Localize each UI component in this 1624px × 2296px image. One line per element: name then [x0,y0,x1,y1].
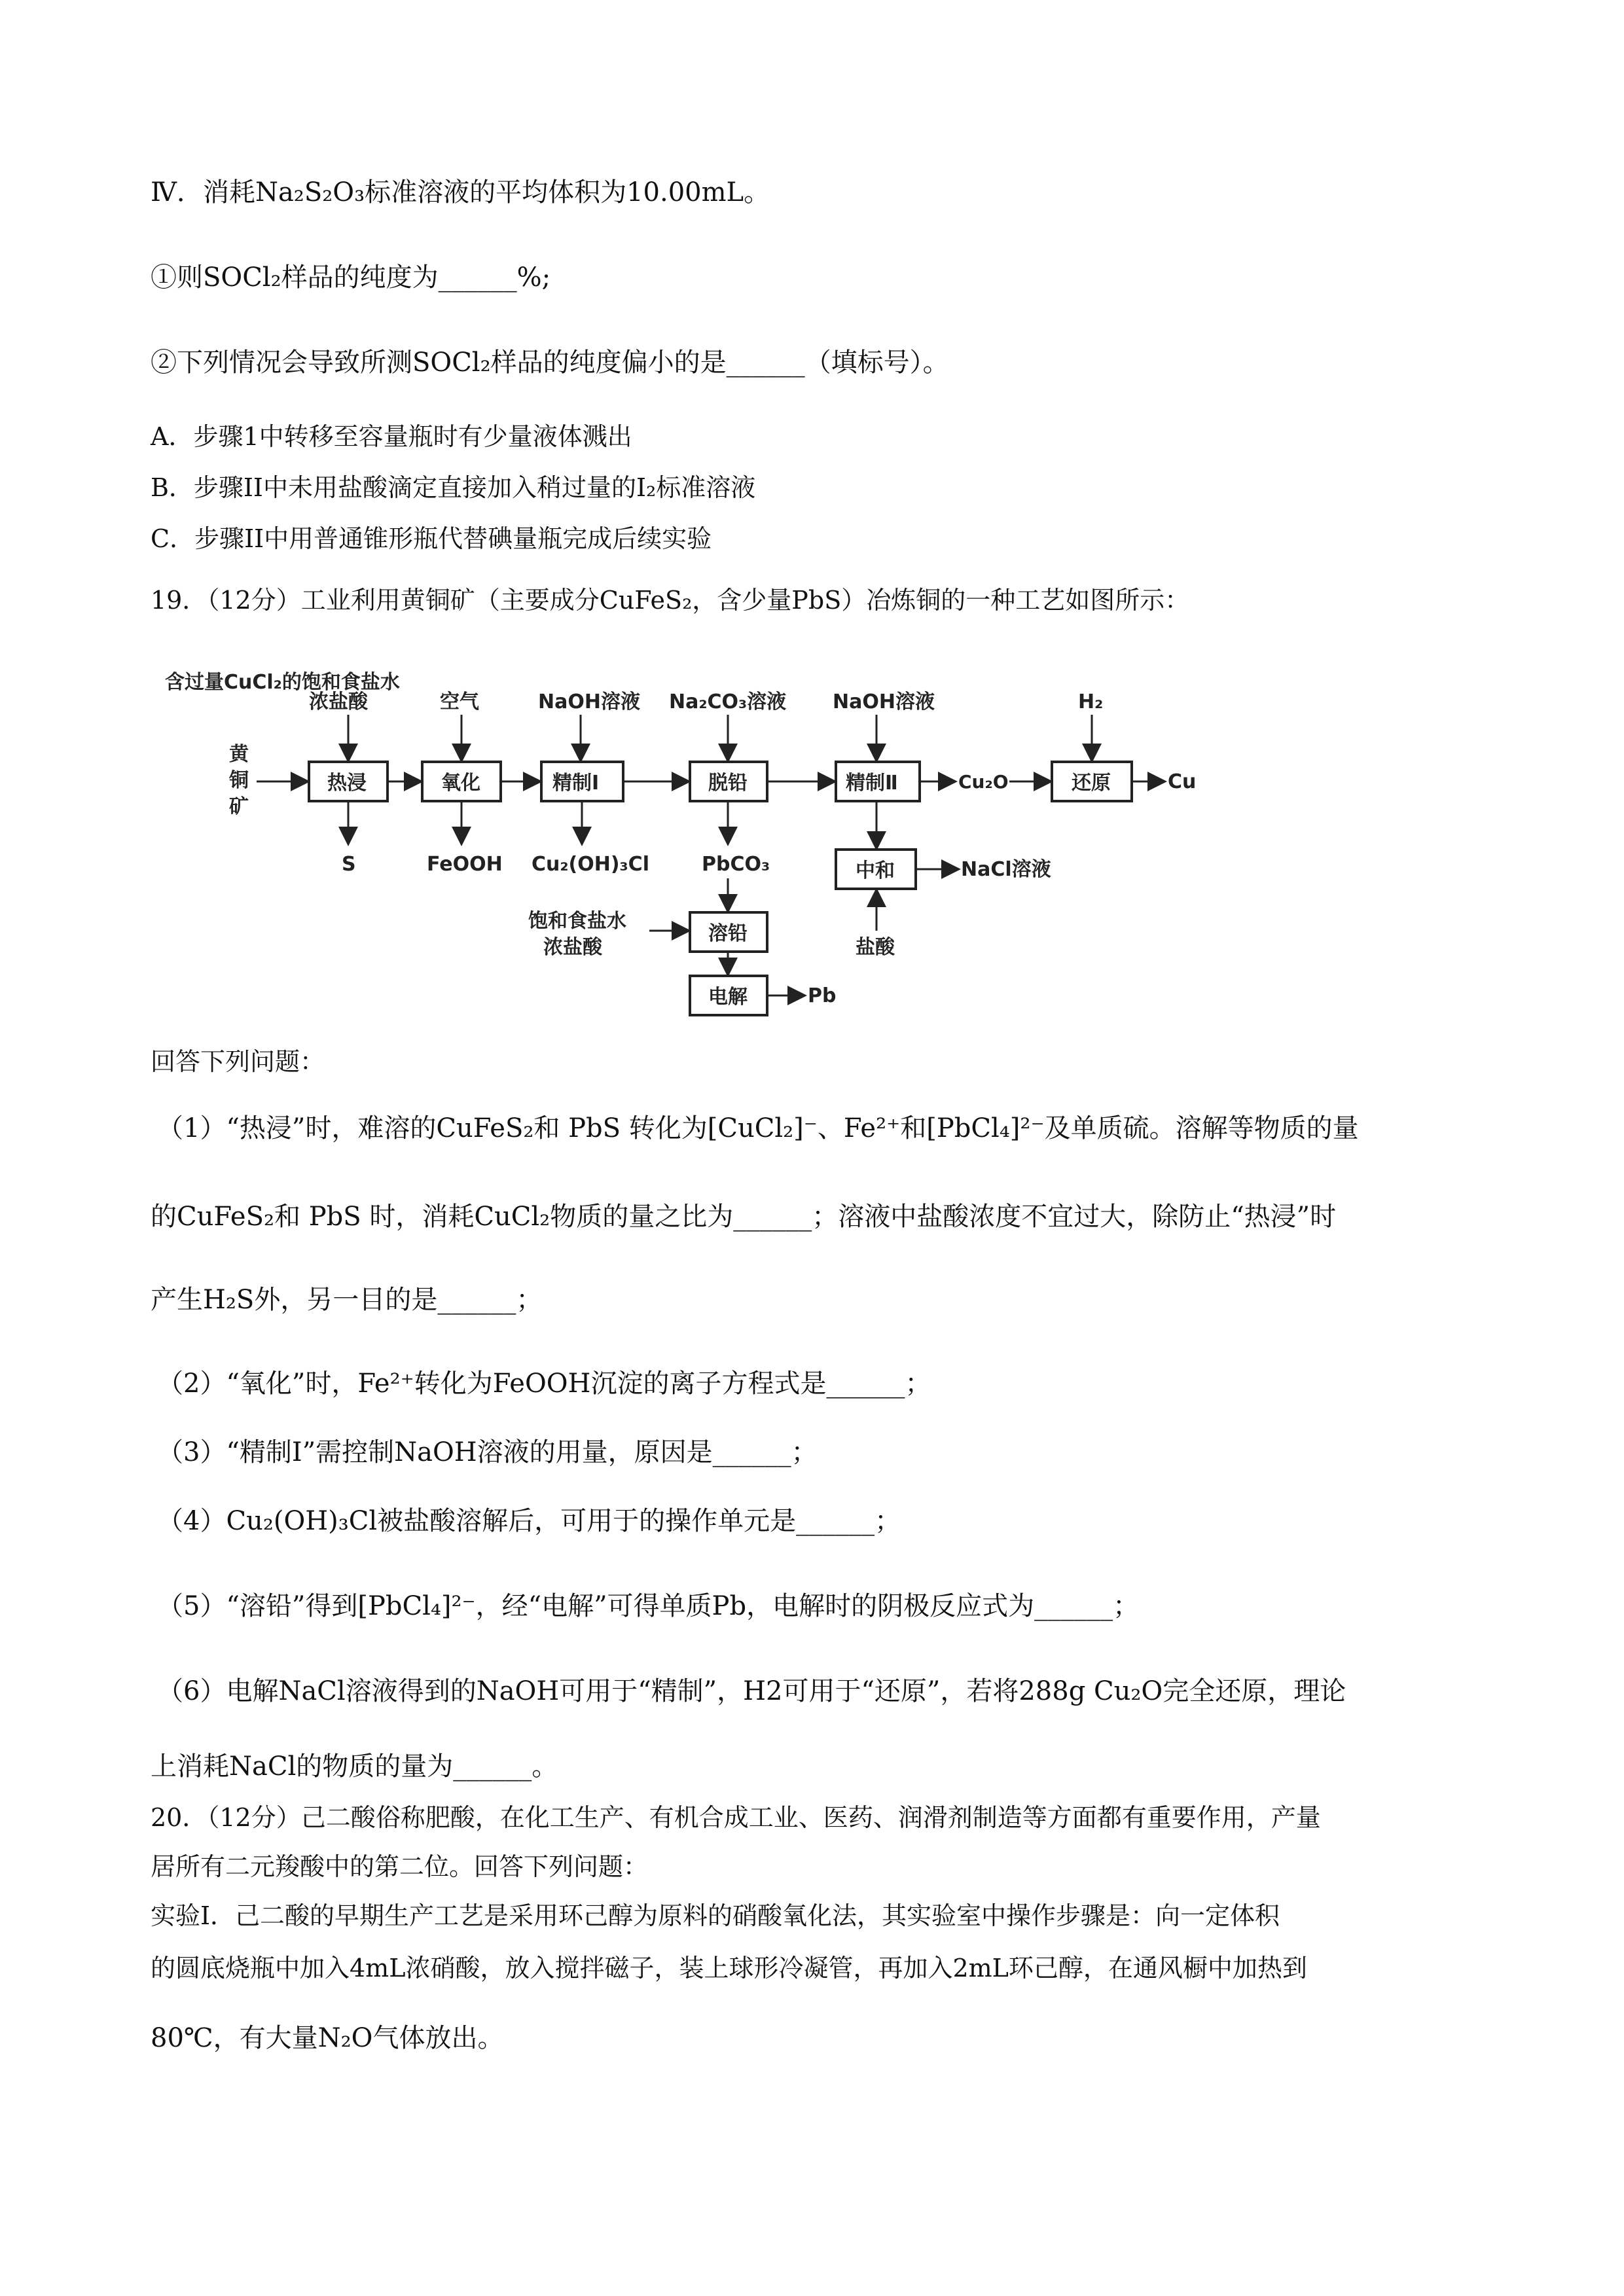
q18-question-1: ①则SOCl₂样品的纯度为______%; [151,262,551,293]
q19-part1-line3: 产生H₂S外，另一目的是______； [151,1285,543,1315]
product-cu2oh3cl: Cu₂(OH)₃Cl [532,853,649,876]
q19-answer-intro: 回答下列问题： [151,1047,325,1076]
q18-option-b: B．步骤II中未用盐酸滴定直接加入稍过量的I₂标准溶液 [151,473,756,502]
q19-part2: （2）“氧化”时，Fe²⁺转化为FeOOH沉淀的离子方程式是______； [157,1369,931,1399]
flow-input-left-3: 矿 [229,795,249,818]
flow-cu2o: Cu₂O [958,771,1009,793]
q20-line3: 实验Ⅰ．己二酸的早期生产工艺是采用环己醇为原料的硝酸氧化法，其实验室中操作步骤是：向一定体积 [151,1901,1280,1930]
box-reduction-label: 还原 [1072,772,1111,795]
reagent-naoh-2: NaOH溶液 [833,691,935,713]
reagent-naoh-1: NaOH溶液 [538,691,640,713]
box-oxidation-label: 氧化 [441,772,480,795]
reagent-na2co3: Na₂CO₃溶液 [669,691,787,713]
reagent-air: 空气 [440,691,479,713]
q19-part6-line2: 上消耗NaCl的物质的量为______。 [151,1751,558,1782]
product-feooh: FeOOH [427,853,503,876]
q20-line1: 20．（12分）己二酸俗称肥酸，在化工生产、有机合成工业、医药、润滑剂制造等方面都有重要作用，产量 [151,1803,1321,1832]
q19-part1-line2: 的CuFeS₂和 PbS 时，消耗CuCl₂物质的量之比为______；溶液中盐酸浓度不宜过大，除防止“热浸”时 [151,1202,1337,1232]
q19-part5: （5）“溶铅”得到[PbCl₄]²⁻，经“电解”可得单质Pb，电解时的阴极反应式为______； [157,1591,1140,1621]
flow-top-note: 含过量CuCl₂的饱和食盐水 [165,671,400,694]
q19-part4: （4）Cu₂(OH)₃Cl被盐酸溶解后，可用于的操作单元是______； [157,1506,901,1536]
flow-nacl-out: NaCl溶液 [961,858,1051,881]
flow-input-left-1: 黄 [229,743,249,766]
flow-cu: Cu [1168,770,1197,793]
box-refine-1-label: 精制Ⅰ [552,772,600,795]
reagent-hcl-conc: 浓盐酸 [309,691,368,713]
q20-line4: 的圆底烧瓶中加入4mL浓硝酸，放入搅拌磁子，装上球形冷凝管，再加入2mL环己醇，在通风橱中加热到 [151,1954,1307,1982]
q19-part1-line1: （1）“热浸”时，难溶的CuFeS₂和 PbS 转化为[CuCl₂]⁻、Fe²⁺和[PbCl₄]²⁻及单质硫。溶解等物质的量 [157,1113,1359,1143]
flow-input-left-2: 铜 [229,769,249,792]
box-deleading-label: 脱铅 [708,772,748,795]
flow-pb-out: Pb [808,984,837,1007]
box-refine-2-label: 精制Ⅱ [846,772,898,795]
product-pbco3: PbCO₃ [702,853,770,876]
box-hot-leach-label: 热浸 [327,772,367,795]
box-electrolysis-label: 电解 [708,986,748,1009]
box-dissolve-lead-label: 溶铅 [708,922,748,945]
box-neutralize-label: 中和 [856,859,895,882]
q18-question-2: ②下列情况会导致所测SOCl₂样品的纯度偏小的是______（填标号）。 [151,348,949,378]
q19-stem: 19．（12分）工业利用黄铜矿（主要成分CuFeS₂，含少量PbS）冶炼铜的一种工艺如图所示： [151,586,1190,615]
q18-option-a: A．步骤1中转移至容量瓶时有少量液体溅出 [151,422,632,451]
q20-line2: 居所有二元羧酸中的第二位。回答下列问题： [151,1852,649,1881]
reagent-h2: H₂ [1078,691,1104,713]
q18-step4: Ⅳ．消耗Na₂S₂O₃标准溶液的平均体积为10.00mL。 [151,177,770,207]
dissolve-input-brine: 饱和食盐水 [528,910,626,933]
q20-line5: 80℃，有大量N₂O气体放出。 [151,2023,504,2053]
q19-part6-line1: （6）电解NaCl溶液得到的NaOH可用于“精制”，H2可用于“还原”，若将288g Cu₂O完全还原，理论 [157,1676,1346,1706]
flow-hcl-in: 盐酸 [856,936,895,959]
product-s: S [342,853,356,876]
q19-part3: （3）“精制Ⅰ”需控制NaOH溶液的用量，原因是______； [157,1437,818,1467]
process-flow-diagram [152,662,1225,1029]
q18-option-c: C．步骤II中用普通锥形瓶代替碘量瓶完成后续实验 [151,524,712,553]
dissolve-input-hcl: 浓盐酸 [543,936,602,959]
